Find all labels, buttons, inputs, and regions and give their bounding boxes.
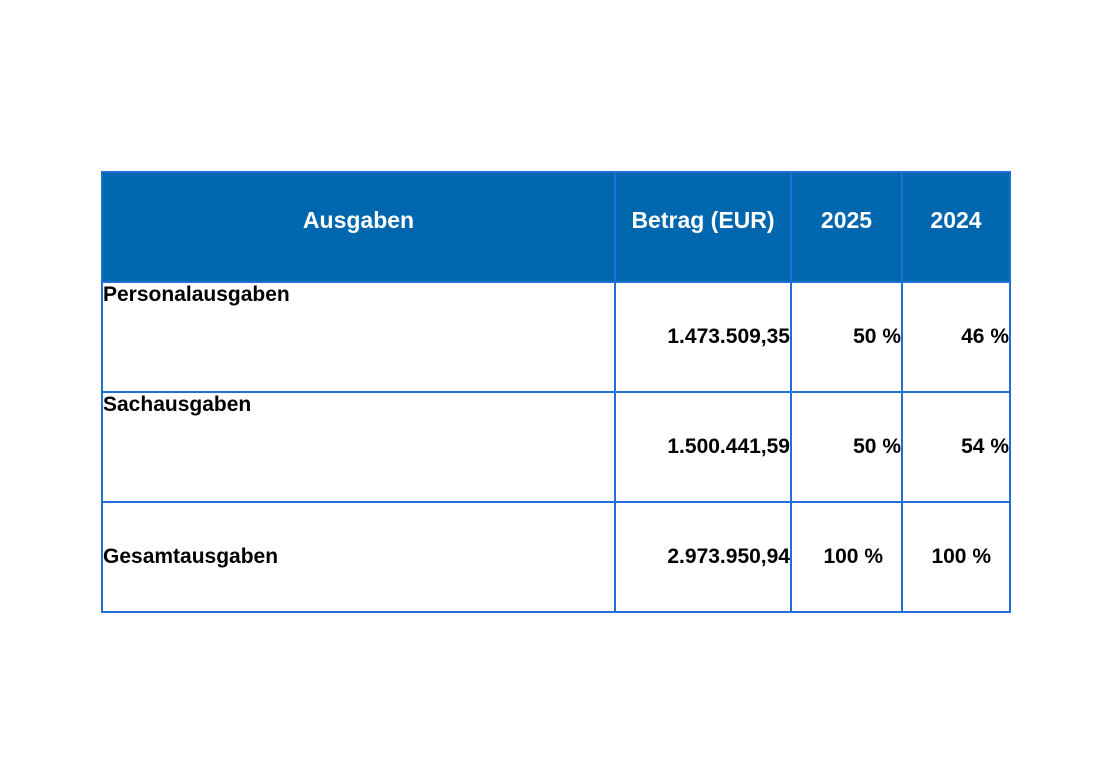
row-pct-2025: 100 % (791, 502, 902, 612)
row-label: Sachausgaben (102, 392, 615, 502)
table-row (102, 282, 1010, 392)
header-year-2025: 2025 (791, 172, 902, 282)
row-label: Personalausgaben (102, 282, 615, 392)
table-row (102, 392, 1010, 502)
row-amount: 2.973.950,94 (615, 502, 791, 612)
row-pct-2025: 50 % (791, 392, 902, 502)
table-header-row (102, 172, 1010, 282)
header-ausgaben: Ausgaben (102, 172, 615, 282)
row-amount: 1.500.441,59 (615, 392, 791, 502)
row-label: Gesamtausgaben (102, 502, 615, 612)
table-row-total (102, 502, 1010, 612)
row-amount: 1.473.509,35 (615, 282, 791, 392)
row-pct-2024: 46 % (902, 282, 1010, 392)
header-year-2024: 2024 (902, 172, 1010, 282)
expense-table (101, 171, 1011, 613)
row-pct-2024: 100 % (902, 502, 1010, 612)
header-betrag: Betrag (EUR) (615, 172, 791, 282)
row-pct-2025: 50 % (791, 282, 902, 392)
row-pct-2024: 54 % (902, 392, 1010, 502)
